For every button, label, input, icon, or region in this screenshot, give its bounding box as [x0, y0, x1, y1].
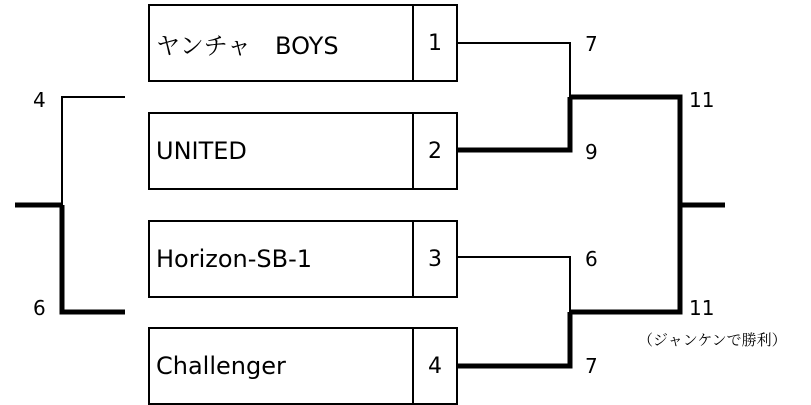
seed-number: 1 [428, 30, 442, 56]
team-box-4 [148, 327, 414, 405]
score-match1-team2: 9 [585, 140, 598, 164]
seed-box-4 [412, 327, 458, 405]
team-name: UNITED [156, 137, 247, 165]
seed-number: 3 [428, 246, 442, 272]
score-final-lower: 11 [689, 296, 715, 320]
score-left-upper: 4 [33, 88, 46, 112]
seed-number: 4 [428, 353, 442, 379]
seed-box-3 [412, 220, 458, 298]
seed-box-1 [412, 4, 458, 82]
score-match2-team4: 7 [585, 354, 598, 378]
team-box-1 [148, 4, 414, 82]
team-name: Horizon-SB-1 [156, 245, 313, 273]
match2-team4-line [457, 312, 570, 366]
score-final-upper: 11 [689, 88, 715, 112]
match1-team2-line [457, 97, 570, 150]
team-name: ヤンチャ BOYS [156, 31, 339, 60]
seed-box-2 [412, 112, 458, 190]
team-box-2 [148, 112, 414, 190]
match1-team1-line [457, 43, 570, 97]
team-name: Challenger [156, 352, 286, 380]
match2-team3-line [457, 257, 570, 312]
score-left-lower: 6 [33, 296, 46, 320]
team-box-3 [148, 220, 414, 298]
left-upper-line [62, 97, 125, 205]
tiebreak-note: （ジャンケンで勝利） [638, 331, 787, 349]
left-lower-line [62, 205, 125, 312]
score-match2-team3: 6 [585, 247, 598, 271]
seed-number: 2 [428, 138, 442, 164]
score-match1-team1: 7 [585, 32, 598, 56]
